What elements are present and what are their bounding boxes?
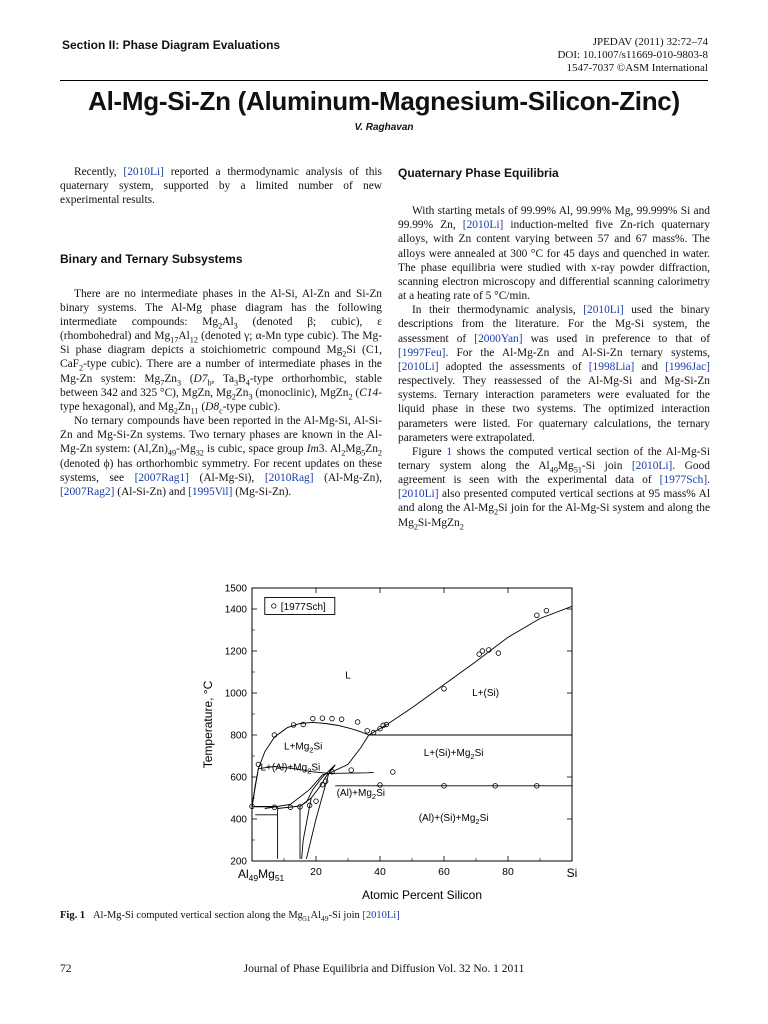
link-a — [278, 806, 300, 809]
citation-link[interactable]: [2010Li] — [583, 304, 624, 317]
citation-link[interactable]: [2010Li] — [123, 166, 164, 178]
experimental-paragraph: With starting metals of 99.99% Al, 99.99% Mg, 99.999% Si and 99.99% Zn, [2010Li] induction-melted five Zn-rich quaternary alloys, with Zn content varying between 57 and 67 mass%. The alloys were annealed at 300 °C for 45 days and quenched in water. The phase equilibria were studied with x-ray powder diffraction, scanning electron microscopy and differential scanning calorimetry at a heating rate of 5 °C/min. — [398, 205, 710, 303]
citation-link[interactable]: [1997Feu] — [398, 346, 446, 359]
section-label: Section II: Phase Diagram Evaluations — [62, 38, 281, 52]
data-point — [330, 716, 335, 721]
section-heading: Binary and Ternary Subsystems — [60, 252, 243, 267]
section-heading: Quaternary Phase Equilibria — [398, 166, 559, 180]
citation-link[interactable]: [1977Sch] — [659, 474, 708, 487]
x-end-label-right: Si — [566, 866, 578, 880]
phase-label: $(Al)+(Si)+Mg_2Si$ — [418, 813, 489, 827]
citation-link[interactable]: [2010Li] — [362, 910, 400, 921]
data-point — [442, 687, 447, 692]
phase-label: L+(Si) — [472, 688, 500, 700]
plot-labels — [201, 584, 577, 903]
data-points — [250, 608, 549, 809]
citation-link[interactable]: [2010Li] — [631, 459, 673, 472]
data-point — [320, 716, 325, 721]
data-point — [480, 649, 485, 654]
data-point — [535, 613, 540, 618]
phase-label: $L+Mg_2Si$ — [284, 741, 323, 755]
journal-ref: JPEDAV (2011) 32:72–74 — [592, 36, 708, 48]
citation-link[interactable]: [2010Rag] — [264, 471, 314, 484]
citation-link[interactable]: [1996Jac] — [665, 360, 710, 373]
y-tick-label: 1200 — [224, 646, 247, 658]
phase-diagram — [190, 580, 610, 910]
legend-label: [1977Sch] — [280, 601, 326, 613]
citation-link[interactable]: [2010Li] — [398, 360, 439, 373]
figure-caption: Fig. 1 Al-Mg-Si computed vertical section along the $Mg_{51}Al_{49}-Si$ join [2010Li] — [60, 910, 400, 924]
ternary-paragraph: No ternary compounds have been reported in the Al-Mg-Si, Al-Si-Zn and Mg-Si-Zn systems. Two ternary phases are known in the Al-Mg-Zn system: $(Al,Zn)_{49}-Mg_{32}$ is cubic, space group Im3. $Al_2Mg_5Zn_2$ (denoted ϕ) has orthorhombic symmetry. For recent updates on these systems, see [2007Rag1] (Al-Mg-Si), [2010Rag] (Al-Mg-Zn), [2007Rag2] (Al-Si-Zn) and [1995Vil] (Mg-Si-Zn). — [60, 415, 382, 498]
figure-label: Fig. 1 — [60, 910, 86, 921]
y-tick-label: 1400 — [224, 604, 247, 616]
y-tick-label: 400 — [230, 814, 247, 826]
journal-info — [557, 36, 708, 75]
data-point — [378, 783, 383, 788]
liquidus-si — [369, 606, 572, 735]
phase-label: L — [345, 670, 351, 682]
data-point — [314, 799, 319, 804]
y-tick-label: 800 — [230, 730, 247, 742]
figure-paragraph: Figure 1 shows the computed vertical section of the Al-Mg-Si ternary system along the $Al_{49}Mg_{51}-Si$ join [2010Li]. Good agreement is seen with the experimental data of [1977Sch]. [2010Li] also presented computed vertical sections at 95 mass% Al and along the $Al-Mg_2Si$ join for the Al-Mg-Si system and along the $Mg_2Si-MgZn_2$ — [398, 445, 710, 531]
left-column — [60, 165, 382, 499]
data-point — [349, 768, 354, 773]
y-tick-label: 1500 — [224, 583, 247, 595]
issn: 1547-7037 ©ASM International — [566, 62, 708, 74]
figure-link[interactable]: 1 — [446, 445, 453, 458]
data-point — [365, 729, 370, 734]
phase-label: $L+(Al)+Mg_2Si$ — [260, 762, 321, 776]
citation-link[interactable]: [1998Lia] — [588, 360, 635, 373]
phase-label: $L+(Si)+Mg_2Si$ — [423, 748, 484, 761]
mg2si-line — [302, 798, 312, 859]
phase-label: $(Al)+Mg_2Si$ — [336, 787, 385, 801]
y-tick-label: 600 — [230, 772, 247, 784]
x-end-label-left: $Al_{49}Mg_{51}$ — [238, 867, 285, 883]
citation-link[interactable]: [1995Vil] — [188, 485, 233, 498]
citation-link[interactable]: [2010Li] — [398, 488, 439, 501]
page-number: 72 — [60, 963, 72, 975]
intro-paragraph: Recently, [2010Li] reported a thermodynamic analysis of this quaternary system, supported by a limited number of new experimental results. — [60, 166, 382, 207]
header-rule — [60, 80, 708, 81]
x-axis-title: Atomic Percent Silicon — [361, 888, 483, 902]
y-tick-label: 200 — [230, 856, 247, 868]
data-point — [311, 716, 316, 721]
thermo-paragraph: In their thermodynamic analysis, [2010Li] used the binary descriptions from the literature. For the Mg-Si system, the assessment of [2000Yan] was used in preference to that of [1997Feu]. For the Al-Mg-Zn and Al-Si-Zn ternary systems, [2010Li] adopted the assessments of [1998Lia] and [1996Jac] respectively. They reassessed of the Al-Mg-Si and Mg-Si-Zn systems. Ternary interaction parameters were evaluated for the liquid phase in these two systems. The optimized interaction parameters were listed. For quaternary calculations, the ternary parameters were extrapolated. — [398, 304, 710, 444]
x-tick-label: 40 — [374, 866, 386, 878]
citation-link[interactable]: [2007Rag2] — [60, 485, 115, 498]
data-point — [355, 720, 360, 725]
data-point — [323, 779, 328, 784]
solvus-right — [265, 773, 329, 808]
doi[interactable]: DOI: 10.1007/s11669-010-9803-8 — [557, 49, 708, 61]
y-axis-title: Temperature, °C — [201, 680, 215, 769]
y-tick-label: 1000 — [224, 688, 247, 700]
x-tick-label: 20 — [310, 866, 322, 878]
data-point — [391, 770, 396, 775]
binary-paragraph: There are no intermediate phases in the Al-Si, Al-Zn and Si-Zn binary systems. The Al-Mg phase diagram has the following intermediate compounds: $Mg_2Al_3$ (denoted β; cubic), ε (rhombohedral) and $Mg_{17}Al_{12}$ (denoted γ; α-Mn type cubic). The Mg-Si phase diagram depicts a stoichiometric compound $Mg_2Si$ (C1, CaF$_2$-type cubic). There are a number of intermediate phases in the Mg-Zn system: $Mg_7Zn_3$ ($D7_b$, $Ta_3B_4$-type orthorhombic, stable between 342 and 325 °C), MgZn, $Mg_2Zn_3$ (monoclinic), MgZn$_2$ (C14-type hexagonal), and $Mg_2Zn_{11}$ ($D8_c$-type cubic). — [60, 287, 382, 416]
citation-link[interactable]: [2000Yan] — [474, 332, 523, 345]
right-column — [398, 166, 710, 530]
citation-link[interactable]: [2010Li] — [462, 219, 504, 232]
data-point — [544, 608, 549, 613]
author: V. Raghavan — [354, 122, 414, 133]
citation-link[interactable]: [2007Rag1] — [134, 471, 189, 484]
x-tick-label: 60 — [438, 866, 450, 878]
phase-boundaries — [252, 606, 572, 859]
data-point — [339, 717, 344, 722]
x-tick-label: 80 — [502, 866, 514, 878]
article-title: Al-Mg-Si-Zn (Aluminum-Magnesium-Silicon-Zinc) — [88, 86, 680, 116]
journal-name: Journal of Phase Equilibria and Diffusion Vol. 32 No. 1 2011 — [243, 963, 525, 975]
mg2si-line-2 — [306, 773, 328, 859]
data-point — [496, 651, 501, 656]
